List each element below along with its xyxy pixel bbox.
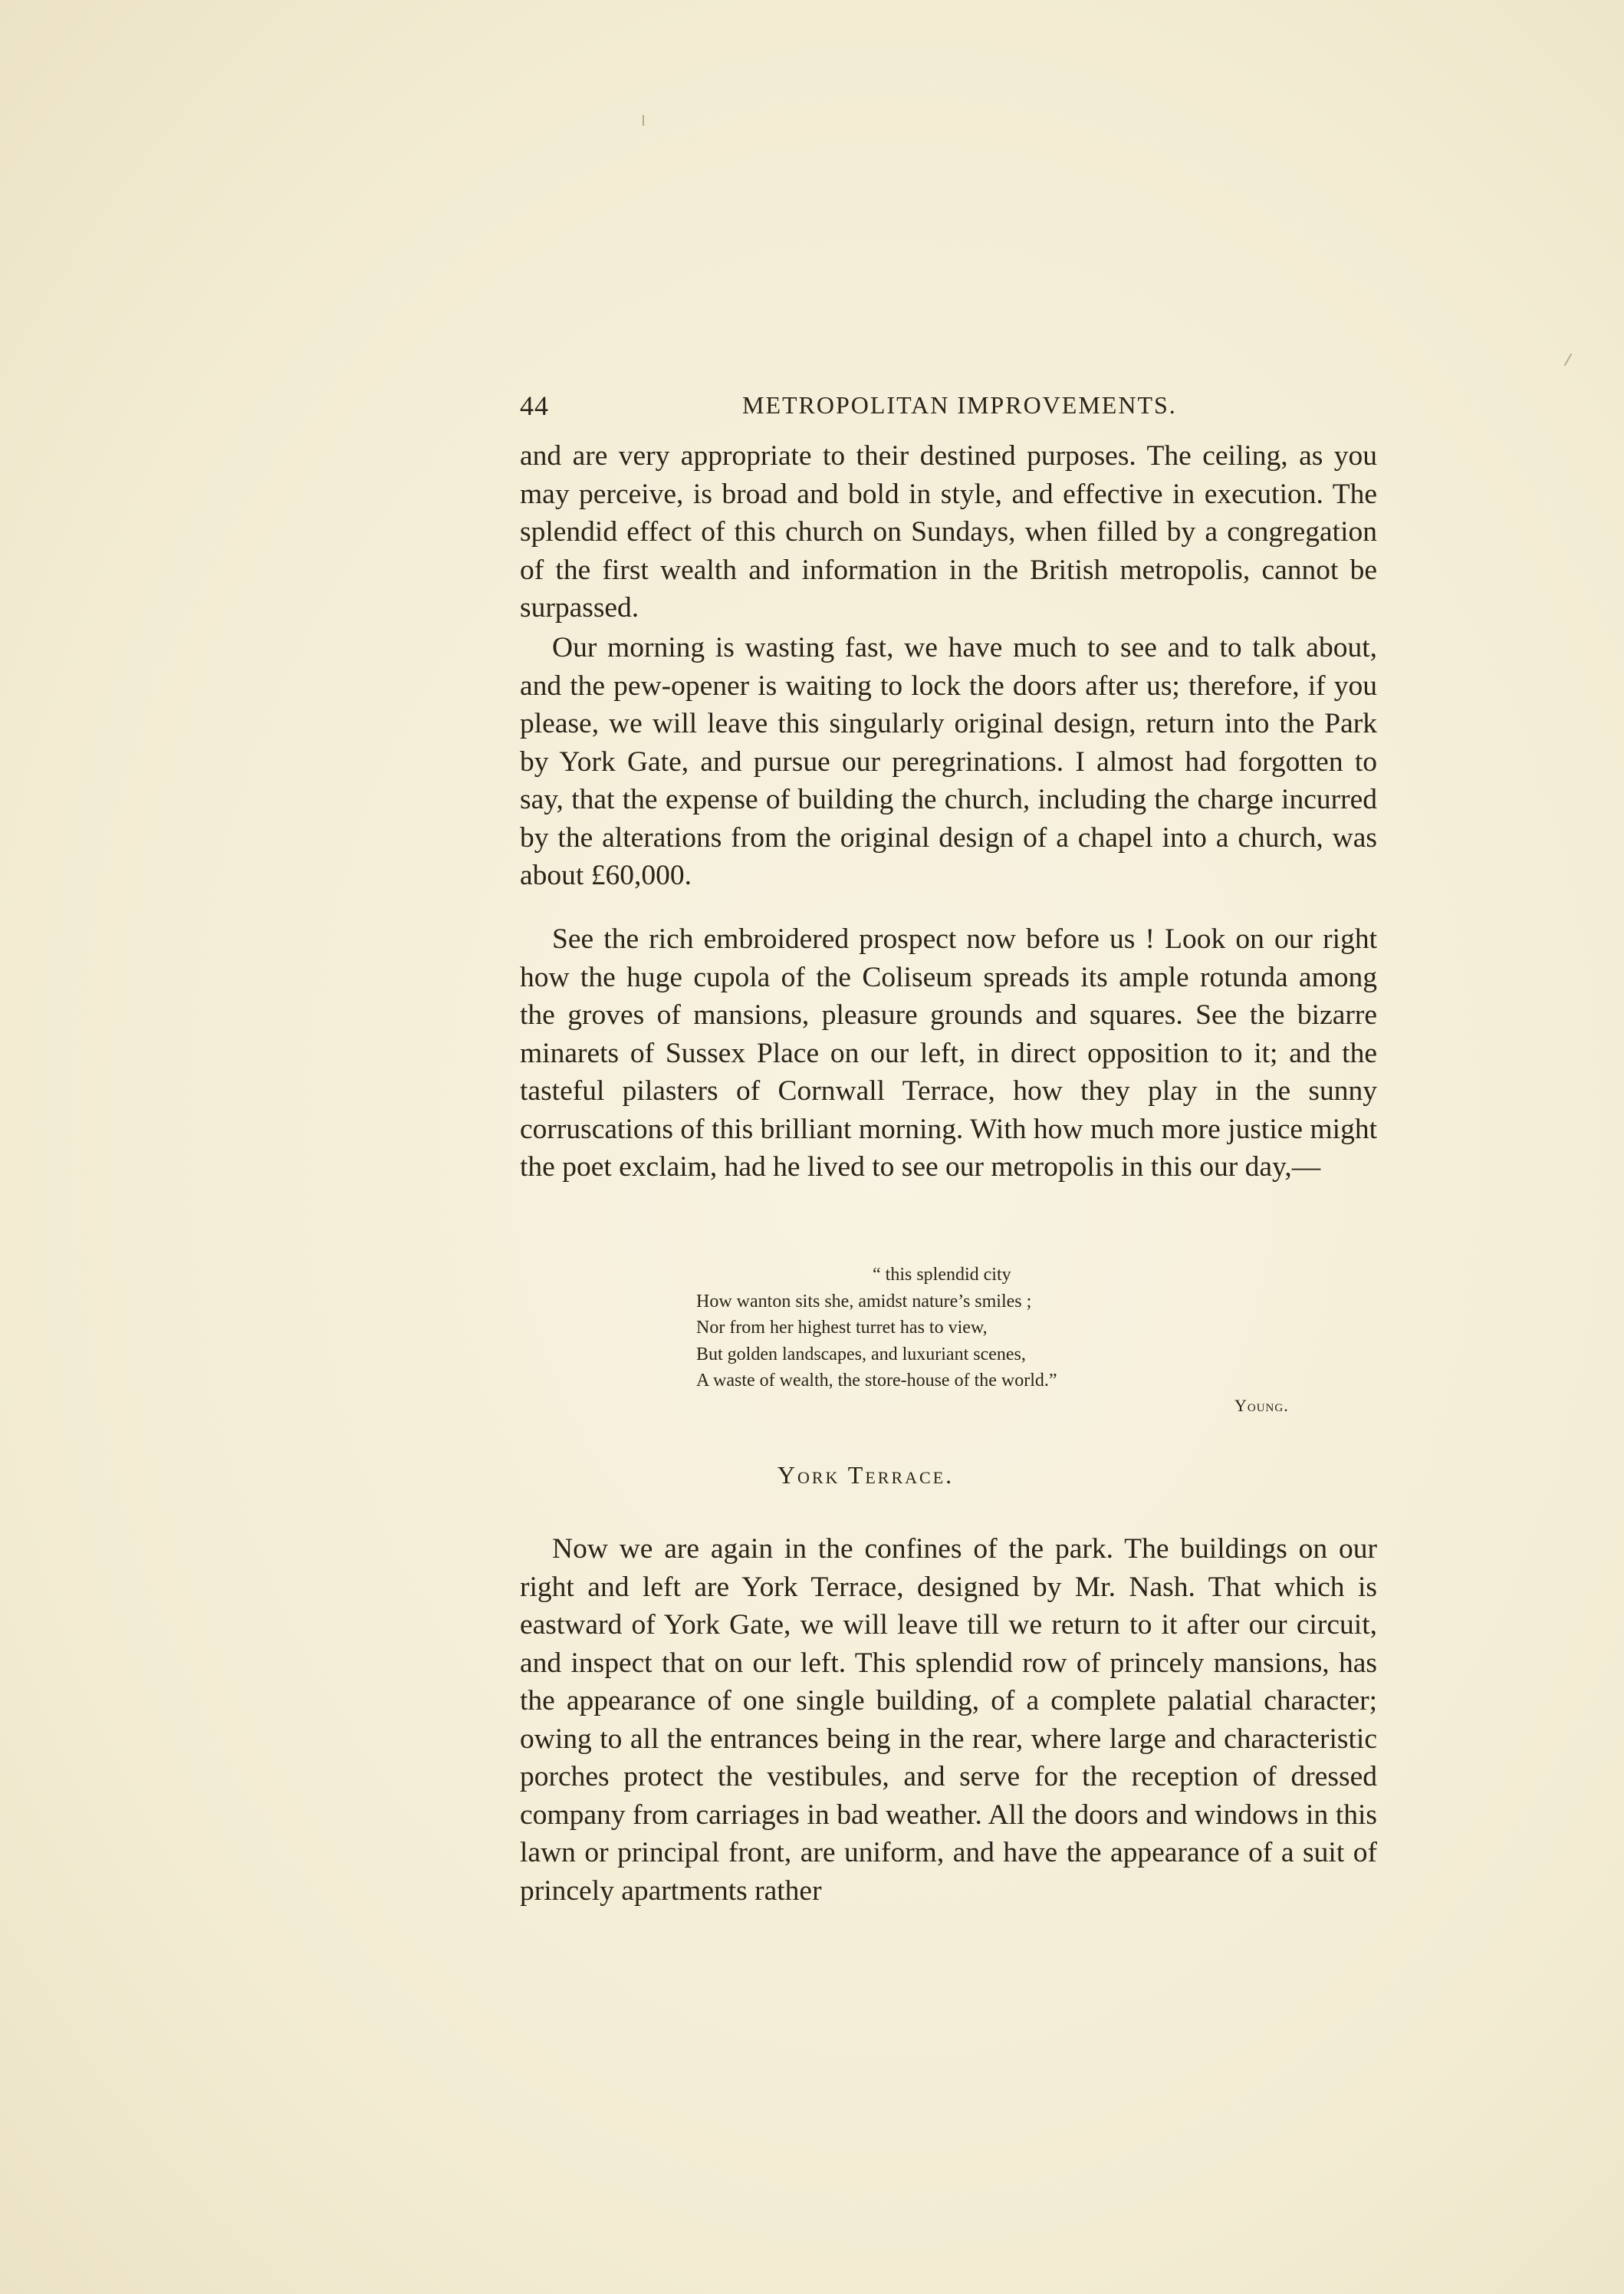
poem-line: “ this splendid city xyxy=(873,1265,1011,1285)
running-head xyxy=(520,390,1379,423)
paragraph: See the rich embroidered prospect now before us ! Look on our right how the huge cupola of the Coliseum spreads its ample rotunda among the groves of mansions, pleasure grounds and squares. See the bizarre minarets of Sussex Place on our left, in direct opposition to it; and the tasteful pilasters of Cornwall Terrace, how they play in the sunny corruscations of this brilliant morning. With how much more justice might the poet exclaim, had he lived to see our metropolis in this our day,— xyxy=(520,923,1377,1183)
poem-quote xyxy=(696,1262,1233,1394)
paragraph: Our morning is wasting fast, we have much to see and to talk about, and the pew-opener is waiting to lock the doors after us; therefore, if you please, we will leave this singularly original design, return into the Park by York Gate, and pursue our peregrinations. I almost had forgotten to say, that the expense of building the church, including the charge incurred by the alterations from the original design of a chapel into a church, was about £60,000. xyxy=(520,632,1377,891)
poem-line: Nor from her highest turret has to view, xyxy=(696,1318,988,1338)
text-block xyxy=(520,920,1377,1186)
poem-line: How wanton sits she, amidst nature’s smiles ; xyxy=(696,1291,1032,1312)
poem-line: But golden landscapes, and luxuriant scenes, xyxy=(696,1344,1026,1364)
section-heading: York Terrace. xyxy=(777,1461,955,1489)
text-block xyxy=(520,437,1377,627)
poem-line: A waste of wealth, the store-house of the world.” xyxy=(696,1371,1057,1391)
text-block xyxy=(520,1530,1377,1910)
poem-attribution: Young. xyxy=(1234,1396,1289,1415)
page-number: 44 xyxy=(520,390,549,421)
paper-mark xyxy=(643,115,644,126)
paragraph: Now we are again in the confines of the park. The buildings on our right and left are York Terrace, designed by Mr. Nash. That which is eastward of York Gate, we will leave till we return to it after our circuit, and inspect that on our left. This splendid row of princely mansions, has the appearance of one single building, of a complete palatial character; owing to all the entrances being in the rear, where large and characteristic porches protect the vestibules, and serve for the reception of dressed company from carriages in bad weather. All the doors and windows in this lawn or principal front, are uniform, and have the appearance of a suit of princely apartments rather xyxy=(520,1533,1377,1907)
running-title: METROPOLITAN IMPROVEMENTS. xyxy=(742,391,1177,419)
paragraph: and are very appropriate to their destined purposes. The ceiling, as you may perceive, is broad and bold in style, and effective in execution. The splendid effect of this church on Sundays, when filled by a congregation of the first wealth and information in the British metropolis, cannot be surpassed. xyxy=(520,440,1377,624)
text-block xyxy=(520,629,1377,895)
